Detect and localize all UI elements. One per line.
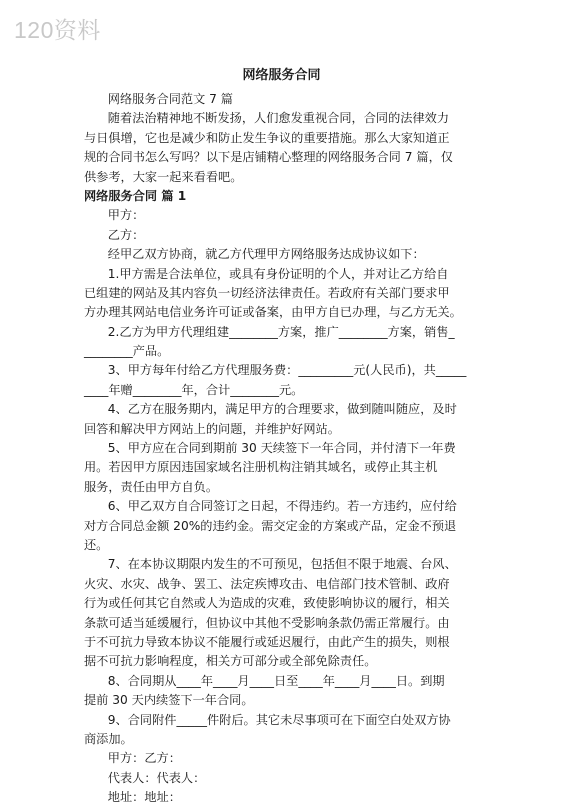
party-b-label: 乙方： — [107, 227, 145, 242]
clause-line: 4、乙方在服务期内，满足甲方的合理要求，做到随叫随应，及时 — [107, 402, 457, 417]
clause-line: 已组建的网站及其内容负一切经济法律责任。若政府有关部门要求甲 — [84, 285, 450, 300]
signature-line: 代表人：代表人： — [107, 770, 206, 785]
clause-line: 1.甲方需是合法单位，或具有身份证明的个人，并对让乙方给自 — [107, 266, 449, 281]
clause-line: 提前 30 天内续签下一年合同。 — [84, 693, 254, 708]
intro-line: 供参考，大家一起来看看吧。 — [84, 169, 243, 184]
clause-line: 火灾、水灾、战争、罢工、法定疾博攻击、电信部门技术管制、政府 — [84, 576, 450, 591]
clause-line: 据不可抗力影响程度，相关方可部分或全部免除责任。 — [84, 654, 377, 669]
clause-line: 行为或任何其它自然或人为造成的灾难，致使影响协议的履行，相关 — [84, 596, 450, 611]
document-subtitle: 网络服务合同范文 7 篇 — [107, 92, 233, 106]
clause-line: 用。若因甲方原因违国家域名注册机构注销其域名，或停止其主机 — [84, 460, 438, 475]
clause-line: 对方合同总金额 20%的违约金。需交定金的方案或产品，定金不预退 — [84, 518, 457, 533]
signature-line: 地址：地址： — [107, 790, 181, 805]
clause-line: 商添加。 — [84, 731, 133, 746]
clause-line: 经甲乙双方协商，就乙方代理甲方网络服务达成协议如下： — [107, 247, 425, 262]
clause-paragraph — [84, 497, 479, 555]
clauses-list — [84, 245, 479, 749]
clause-line: 回答和解决甲方网站上的问题，并维护好网站。 — [84, 421, 340, 436]
intro-line: 规的合同书怎么写吗？以下是店铺精心整理的网络服务合同 7 篇，仅 — [84, 150, 453, 165]
section-heading: 网络服务合同 篇 1 — [84, 188, 187, 203]
clause-line: 还。 — [84, 537, 109, 552]
intro-line: 随着法治精神地不断发扬，人们愈发重视合同，合同的法律效力 — [107, 111, 450, 126]
clause-paragraph — [84, 361, 479, 400]
intro-paragraph — [84, 109, 479, 187]
clause-paragraph — [84, 323, 479, 362]
clause-line: 2.乙方为甲方代理组建________方案，推广________方案，销售_ — [107, 324, 455, 339]
clause-paragraph — [84, 439, 479, 497]
signature-line: 甲方：乙方： — [107, 751, 181, 766]
clause-line: 服务，责任由甲方自负。 — [84, 479, 219, 494]
clause-paragraph — [84, 265, 479, 323]
clause-line: ________产品。 — [84, 344, 170, 359]
clause-line: 7、在本协议期限内发生的不可预见，包括但不限于地震、台风、 — [107, 557, 457, 572]
clause-paragraph — [84, 555, 479, 671]
signature-block — [84, 749, 479, 807]
clause-line: 8、合同期从____年____月____日至____年____月____日。到期 — [107, 673, 445, 688]
clause-paragraph — [84, 672, 479, 711]
intro-line: 与日俱增，它也是减少和防止发生争议的重要措施。那么大家知道正 — [84, 130, 450, 145]
clause-line: 条款可适当延缓履行，但协议中其他不受影响条款仍需正常履行。由 — [84, 615, 450, 630]
clause-paragraph — [84, 245, 479, 264]
clause-paragraph — [84, 400, 479, 439]
watermark-logo: 120资料 — [14, 17, 101, 43]
clause-line: 6、甲乙双方自合同签订之日起，不得违约。若一方违约，应付给 — [107, 499, 457, 514]
clause-line: 3、甲方每年付给乙方代理服务费：_________元(人民币)，共_____ — [107, 363, 467, 378]
document-title: 网络服务合同 — [242, 68, 321, 83]
clause-line: 5、甲方应在合同到期前 30 天续签下一年合同，并付清下一年费 — [107, 441, 456, 456]
party-a-label: 甲方： — [107, 208, 145, 223]
clause-line: ____年赠________年，合计________元。 — [84, 382, 304, 397]
clause-paragraph — [84, 711, 479, 750]
document-body — [84, 62, 479, 807]
clause-line: 于不可抗力导致本协议不能履行或延迟履行，由此产生的损失，则根 — [84, 634, 450, 649]
clause-line: 方办理其网站电信业务许可证或备案，由甲方自已办理，与乙方无关。 — [84, 305, 462, 320]
clause-line: 9、合同附件_____件附后。其它未尽事项可在下面空白处双方协 — [107, 712, 451, 727]
